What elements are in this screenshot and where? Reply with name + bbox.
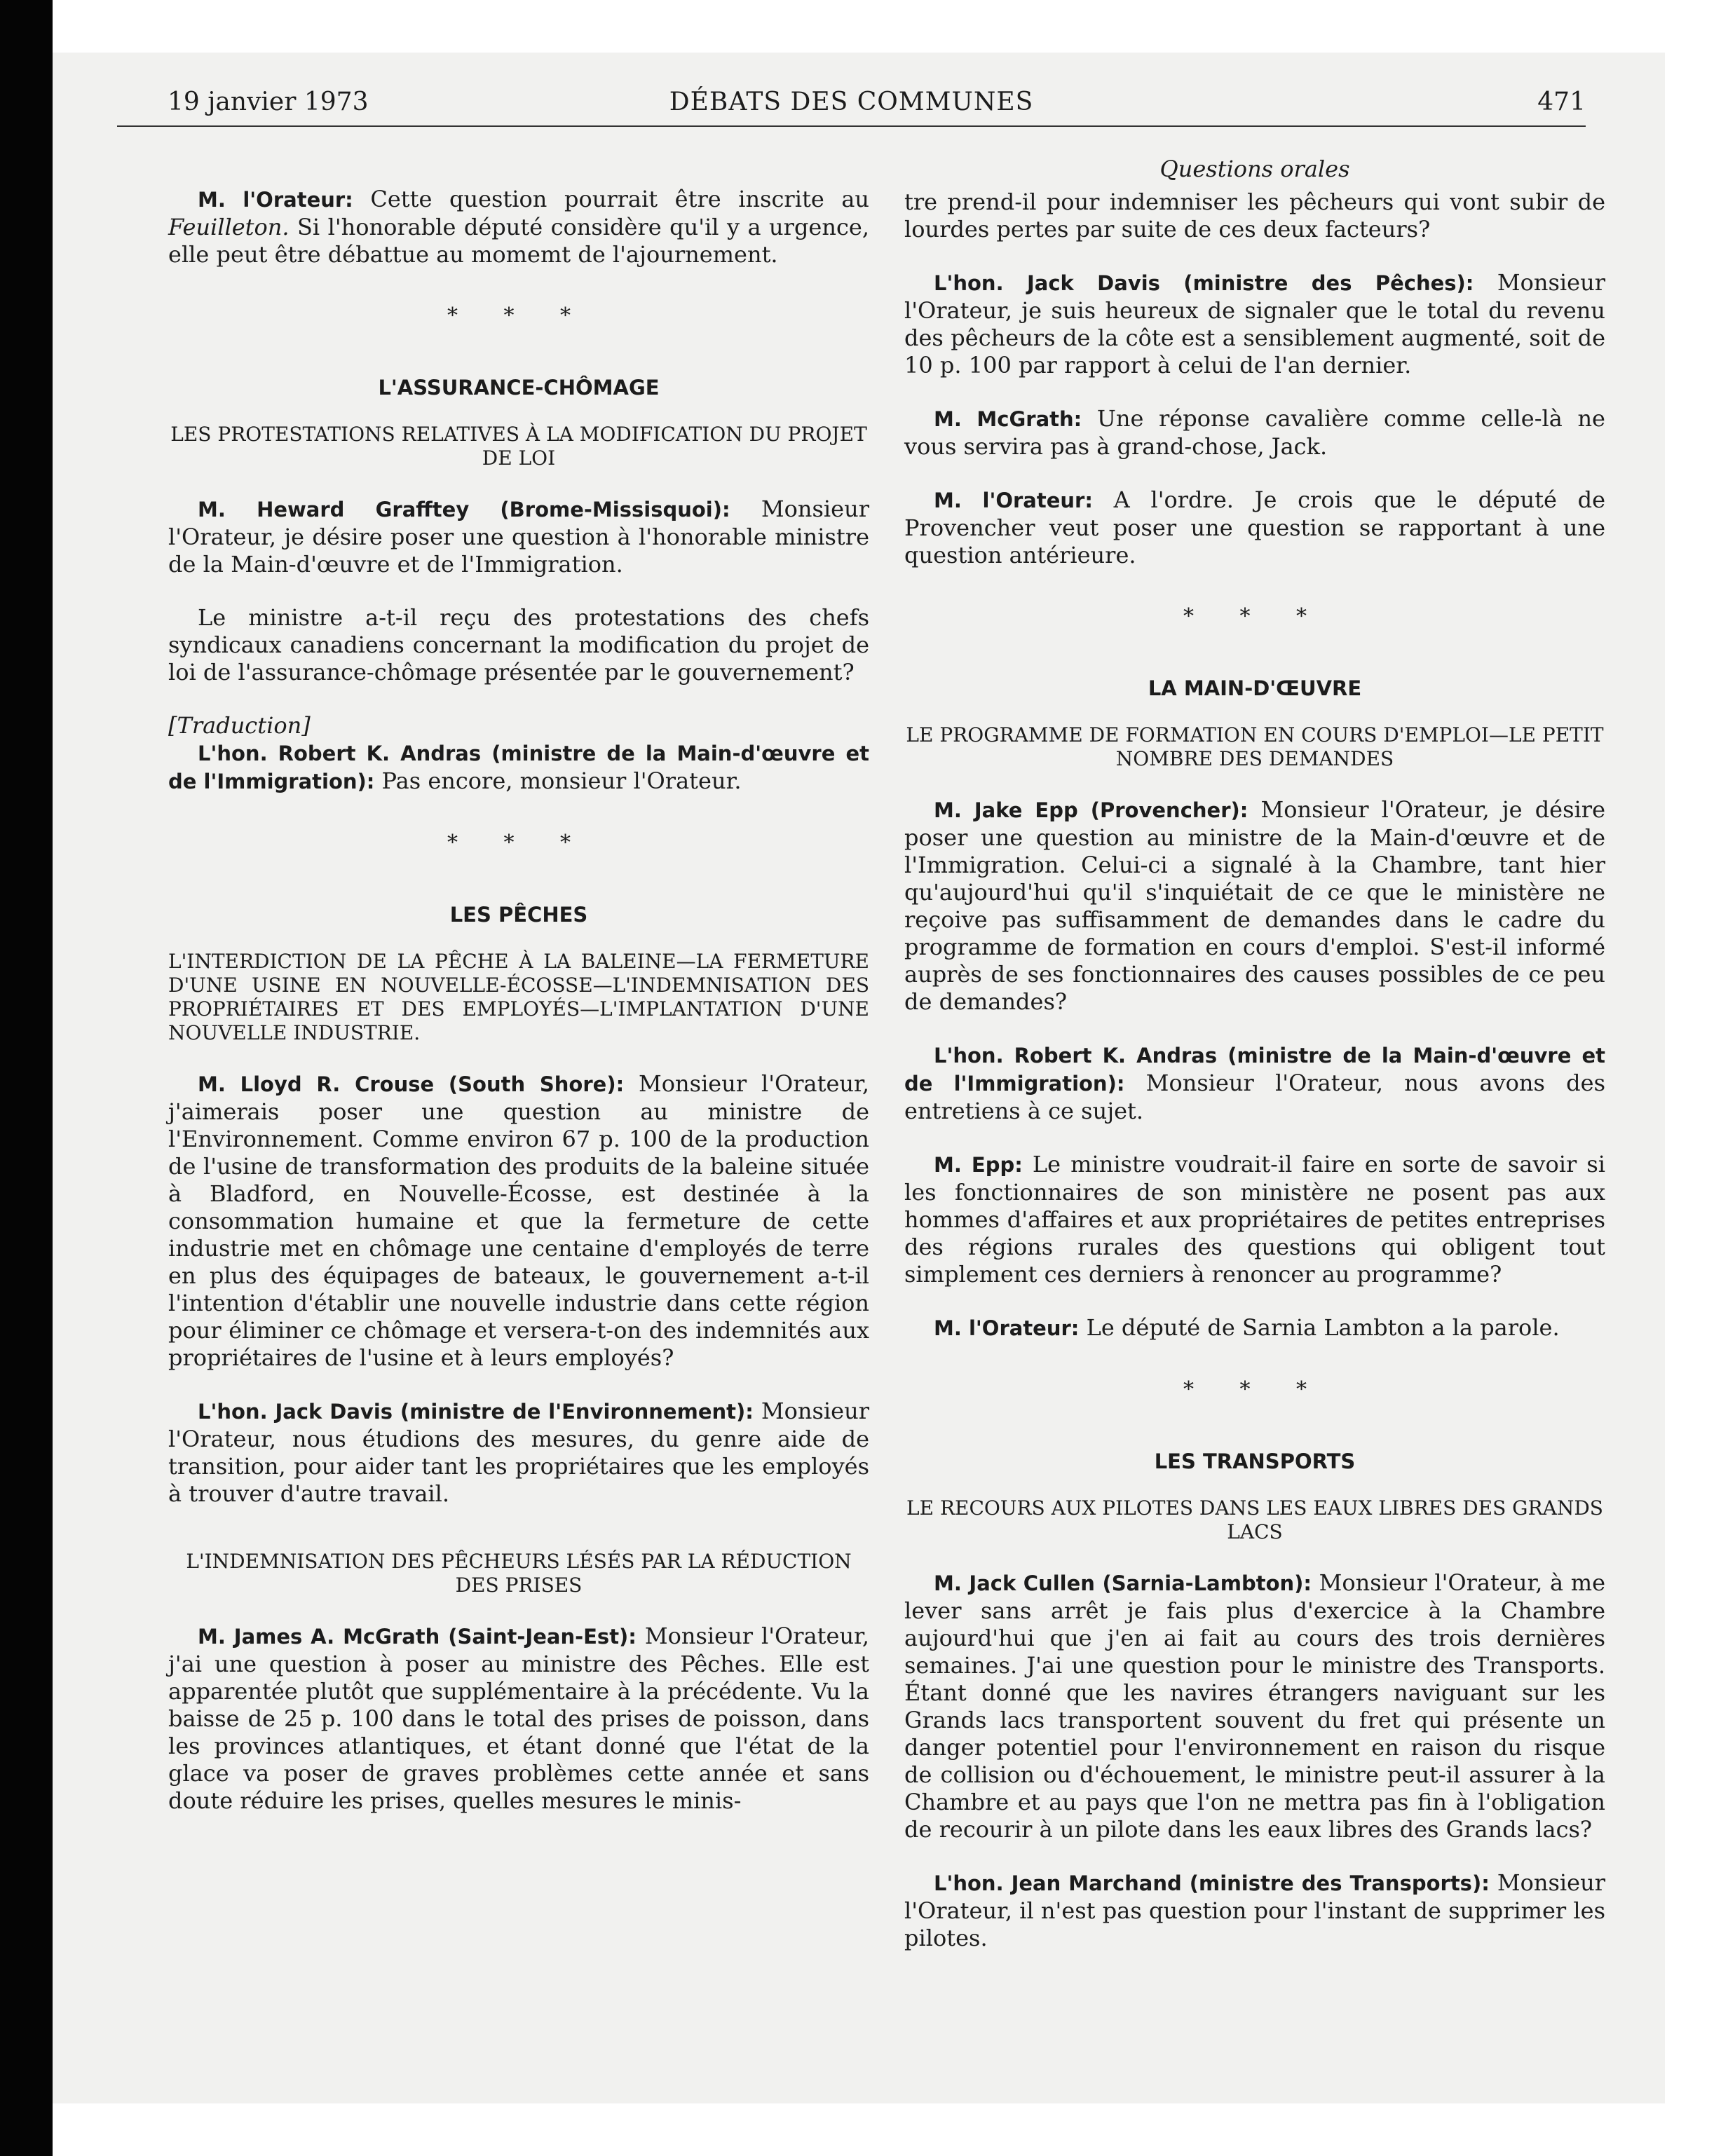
paragraph: M. Jack Cullen (Sarnia-Lambton): Monsieur l'Orateur, à me lever sans arrêt je fais plus d'exercice à la Chambre aujourd'hui que j'en ai fait au cours des trois dernières semaines. J'ai une question pour le ministre des Transports. Étant donné que les navires étrangers naviguant sur les Grands lacs transportent souvent du fret qui présente un danger potentiel pour l'environnement en raison du risque de collision ou d'échouement, le ministre peut-il assurer à la Chambre et au pays que l'on ne mettra pas fin à l'obligation de recourir à un pilote dans les eaux libres des Grands lacs?: [904, 1569, 1605, 1843]
section-subtitle: LE RECOURS AUX PILOTES DANS LES EAUX LIBRES DES GRANDS LACS: [906, 1496, 1603, 1543]
paragraph: M. McGrath: Une réponse cavalière comme celle-là ne vous servira pas à grand-chose, Jack.: [904, 405, 1605, 460]
speaker: M. McGrath:: [934, 407, 1082, 431]
section-title: LA MAIN-D'ŒUVRE: [1148, 676, 1362, 700]
paragraph: M. l'Orateur: A l'ordre. Je crois que le député de Provencher veut poser une question se rapportant à une question antérieure.: [904, 486, 1606, 568]
paragraph: L'hon. Robert K. Andras (ministre de la Main-d'œuvre et de l'Immigration): Monsieur l'Orateur, nous avons des entretiens à ce sujet.: [904, 1044, 1605, 1124]
header-date: 19 janvier 1973: [168, 88, 369, 116]
paragraph: M. l'Orateur: Le député de Sarnia Lambton a la parole.: [934, 1314, 1560, 1341]
paragraph: M. James A. McGrath (Saint-Jean-Est): Monsieur l'Orateur, j'ai une question à poser au ministre des Pêches. Elle est apparentée plutôt que supplémentaire à la précédente. Vu la baisse de 25 p. 100 dans le total des prises de poisson, dans les provinces atlantiques, et étant donné que l'état de la glace va poser de graves problèmes cette année et sans doute réduire les prises, quelles mesures le minis-: [168, 1623, 869, 1814]
section-subtitle: L'INDEMNISATION DES PÊCHEURS LÉSÉS PAR LA RÉDUCTION DES PRISES: [186, 1550, 852, 1597]
paragraph: L'hon. Jean Marchand (ministre des Transports): Monsieur l'Orateur, il n'est pas question pour l'instant de supprimer les pilotes.: [904, 1869, 1605, 1951]
speaker: L'hon. Jack Davis (ministre de l'Environnement):: [198, 1400, 754, 1424]
section-separator: * * *: [447, 303, 591, 328]
section-separator: * * *: [1183, 1377, 1327, 1402]
paragraph: M. Heward Grafftey (Brome-Missisquoi): Monsieur l'Orateur, je désire poser une question à l'honorable ministre de la Main-d'œuvre et de l'Immigration.: [168, 496, 869, 578]
right-column: [904, 156, 1605, 1978]
paragraph: M. Lloyd R. Crouse (South Shore): Monsieur l'Orateur, j'aimerais poser une question au ministre de l'Environnement. Comme environ 67 p. 100 de la production de l'usine de transformation des produits de la baleine située à Bladford, en Nouvelle-Écosse, est destinée à la consommation humaine et que la fermeture de cette industrie met en chômage une centaine d'employés de terre en plus des équipages de bateaux, le gouvernement a-t-il l'intention d'établir une nouvelle industrie dans cette région pour éliminer ce chômage et versera-t-on des indemnités aux propriétaires de l'usine et à leurs employés?: [168, 1070, 869, 1371]
speaker: M. Lloyd R. Crouse (South Shore):: [198, 1072, 625, 1096]
running-head: Questions orales: [1159, 156, 1350, 182]
page-header: [117, 81, 1586, 127]
speaker: L'hon. Jean Marchand (ministre des Transports):: [934, 1871, 1490, 1895]
section-title: LES PÊCHES: [449, 903, 588, 927]
paragraph: M. Jake Epp (Provencher): Monsieur l'Orateur, je désire poser une question au ministre de la Main-d'œuvre et de l'Immigration. Celui-ci a signalé à la Chambre, tant hier qu'aujourd'hui qu'il s'inquiétait de ce que le ministère ne reçoive pas suffisamment de demandes dans le cadre du programme de formation en cours d'emploi. S'est-il informé auprès de ses fonctionnaires des causes possibles de ce peu de demandes?: [904, 796, 1606, 1015]
speaker: M. Jack Cullen (Sarnia-Lambton):: [934, 1571, 1312, 1595]
section-subtitle: L'INTERDICTION DE LA PÊCHE À LA BALEINE—LA FERMETURE D'UNE USINE EN NOUVELLE-ÉCOSSE—L'INDEMNISATION DES PROPRIÉTAIRES ET DES EMPLOYÉS—L'IMPLANTATION D'UNE NOUVELLE INDUSTRIE.: [168, 950, 869, 1044]
speaker: M. Jake Epp (Provencher):: [934, 798, 1248, 822]
translation-note: [Traduction]: [168, 712, 311, 739]
paragraph: tre prend-il pour indemniser les pêcheurs qui vont subir de lourdes pertes par suite de ces deux facteurs?: [904, 189, 1605, 243]
section-title: LES TRANSPORTS: [1154, 1449, 1356, 1473]
speaker: M. James A. McGrath (Saint-Jean-Est):: [198, 1625, 637, 1649]
section-subtitle: LE PROGRAMME DE FORMATION EN COURS D'EMPLOI—LE PETIT NOMBRE DES DEMANDES: [906, 723, 1604, 770]
paragraph: L'hon. Robert K. Andras (ministre de la Main-d'œuvre et de l'Immigration): Pas encore, monsieur l'Orateur.: [168, 742, 869, 794]
speaker: L'hon. Jack Davis (ministre des Pêches):: [934, 271, 1474, 295]
scan-margin-right: [1665, 0, 1735, 2156]
section-separator: * * *: [447, 831, 591, 855]
speaker: M. l'Orateur:: [934, 1316, 1080, 1340]
speaker: M. Heward Grafftey (Brome-Missisquoi):: [198, 498, 730, 521]
speaker: M. l'Orateur:: [934, 489, 1093, 512]
left-column: [168, 186, 869, 1841]
header-page-number: 471: [1537, 88, 1586, 116]
paragraph: M. l'Orateur: Cette question pourrait être inscrite au Feuilleton. Si l'honorable député considère qu'il y a urgence, elle peut être débattue au momemt de l'ajournement.: [168, 186, 870, 268]
header-title: DÉBATS DES COMMUNES: [669, 88, 1034, 116]
scan-margin-top: [53, 0, 1665, 53]
section-title: L'ASSURANCE-CHÔMAGE: [378, 376, 660, 400]
speaker: M. l'Orateur:: [198, 188, 353, 212]
paragraph: M. Epp: Le ministre voudrait-il faire en sorte de savoir si les fonctionnaires de son ministère ne posent pas aux hommes d'affaires et aux propriétaires de petites entreprises des régions rurales des questions qui obligent tout simplement ces derniers à renoncer au programme?: [904, 1151, 1605, 1288]
speaker: L'hon. Robert K. Andras (ministre de la Main-d'œuvre et de l'Immigration):: [904, 1044, 1605, 1096]
paragraph: L'hon. Jack Davis (ministre de l'Environnement): Monsieur l'Orateur, nous étudions des mesures, du genre aide de transition, pour aider tant les propriétaires que les employés à trouver d'autre travail.: [168, 1398, 869, 1507]
paragraph: L'hon. Jack Davis (ministre des Pêches): Monsieur l'Orateur, je suis heureux de signaler que le total du revenu des pêcheurs de la côte est a sensiblement augmenté, soit de 10 p. 100 par rapport à celui de l'an dernier.: [904, 269, 1606, 378]
speaker: L'hon. Robert K. Andras (ministre de la Main-d'œuvre et de l'Immigration):: [168, 742, 869, 793]
section-subtitle: LES PROTESTATIONS RELATIVES À LA MODIFICATION DU PROJET DE LOI: [170, 423, 867, 470]
paragraph: Le ministre a-t-il reçu des protestations des chefs syndicaux canadiens concernant la modification du projet de loi de l'assurance-chômage présentée par le gouvernement?: [168, 604, 869, 685]
scan-border-left: [0, 0, 53, 2156]
speaker: M. Epp:: [934, 1153, 1023, 1177]
section-separator: * * *: [1183, 604, 1327, 629]
